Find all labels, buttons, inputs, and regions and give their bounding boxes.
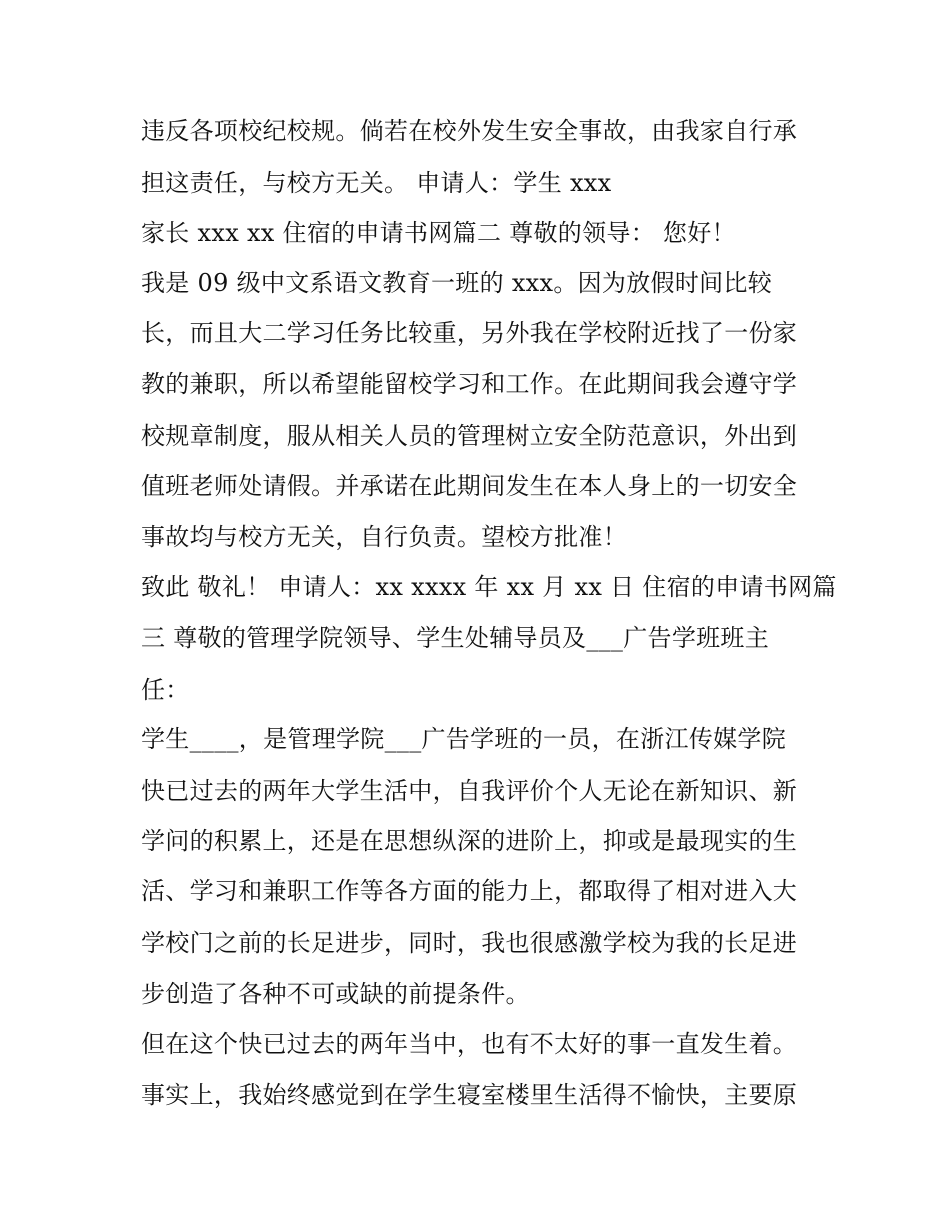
text-line: 三 尊敬的管理学院领导、学生处辅导员及___广告学班班主 [141, 624, 770, 652]
text-line: 我是 09 级中文系语文教育一班的 xxx。因为放假时间比较 [141, 269, 773, 297]
text-line: 家长 xxx xx 住宿的申请书网篇二 尊敬的领导： 您好！ [141, 219, 736, 247]
text-line: 教的兼职，所以希望能留校学习和工作。在此期间我会遵守学 [141, 370, 798, 398]
text-line: 快已过去的两年大学生活中，自我评价个人无论在新知识、新 [141, 777, 798, 805]
text-line: 学生____，是管理学院___广告学班的一员，在浙江传媒学院 [141, 725, 786, 753]
text-line: 活、学习和兼职工作等各方面的能力上，都取得了相对进入大 [141, 877, 798, 905]
text-line: 学校门之前的长足进步，同时，我也很感激学校为我的长足进 [141, 929, 798, 957]
text-line: 违反各项校纪校规。倘若在校外发生安全事故，由我家自行承 [141, 117, 798, 145]
text-line: 值班老师处请假。并承诺在此期间发生在本人身上的一切安全 [141, 472, 798, 500]
text-line: 步创造了各种不可或缺的前提条件。 [141, 980, 530, 1008]
text-line: 校规章制度，服从相关人员的管理树立安全防范意识，外出到 [141, 422, 798, 450]
text-line: 任： [141, 676, 190, 704]
text-line: 学问的积累上，还是在思想纵深的进阶上，抑或是最现实的生 [141, 827, 798, 855]
text-line: 事实上，我始终感觉到在学生寝室楼里生活得不愉快，主要原 [141, 1081, 798, 1109]
text-line: 长，而且大二学习任务比较重，另外我在学校附近找了一份家 [141, 319, 798, 347]
text-line: 致此 敬礼！ 申请人：xx xxxx 年 xx 月 xx 日 住宿的申请书网篇 [141, 573, 837, 601]
text-line: 担这责任，与校方无关。 申请人：学生 xxx [141, 169, 612, 197]
text-line: 但在这个快已过去的两年当中，也有不太好的事一直发生着。 [141, 1030, 798, 1058]
text-line: 事故均与校方无关，自行负责。望校方批准！ [141, 523, 627, 551]
